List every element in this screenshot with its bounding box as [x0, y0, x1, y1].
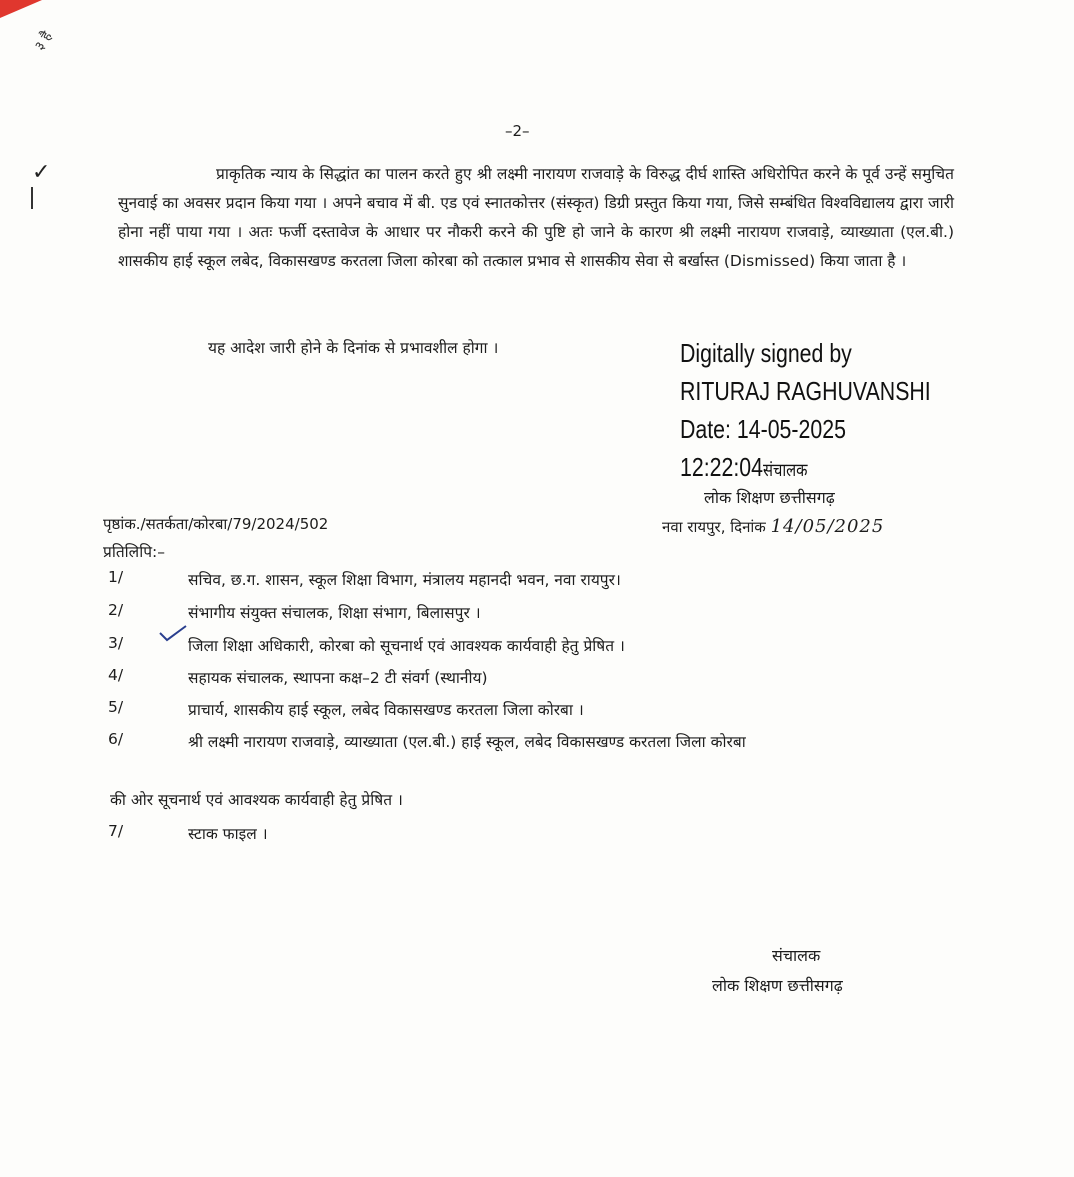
copy-item-text: श्री लक्ष्मी नारायण राजवाड़े, व्याख्याता (एल.बी.) हाई स्कूल, लबेद विकासखण्ड करतला जिला कोरबा — [188, 733, 746, 751]
signature-designation: संचालक — [762, 460, 808, 481]
page-number: –2– — [505, 122, 530, 140]
copy-heading: प्रतिलिपि:– — [103, 543, 165, 561]
copy-item-number: 7/ — [108, 822, 124, 840]
signature-time: 12:22:04 — [680, 452, 763, 482]
margin-stroke — [31, 187, 33, 209]
signature-office: लोक शिक्षण छत्तीसगढ़ — [704, 488, 835, 507]
effective-date-line: यह आदेश जारी होने के दिनांक से प्रभावशील होगा । — [208, 339, 499, 357]
signatory-designation: संचालक — [772, 946, 821, 965]
copy-item-number: 5/ — [108, 698, 124, 716]
signatory-office: लोक शिक्षण छत्तीसगढ़ — [712, 976, 843, 995]
margin-tick-icon: ✓ — [32, 160, 51, 185]
reference-number: पृष्ठांक./सतर्कता/कोरबा/79/2024/502 — [103, 515, 329, 533]
copy-item-text: सचिव, छ.ग. शासन, स्कूल शिक्षा विभाग, मंत्रालय महानदी भवन, नवा रायपुर। — [188, 571, 621, 589]
copy-item-number: 1/ — [108, 568, 124, 586]
handwritten-corner-note: ३ है — [31, 28, 56, 54]
copy-item-text: संभागीय संयुक्त संचालक, शिक्षा संभाग, बिलासपुर । — [188, 604, 481, 622]
copy-closing-line: की ओर सूचनार्थ एवं आवश्यक कार्यवाही हेतु प्रेषित । — [110, 791, 403, 809]
order-paragraph: प्राकृतिक न्याय के सिद्धांत का पालन करते हुए श्री लक्ष्मी नारायण राजवाड़े के विरुद्ध दीर्घ शास्ति अधिरोपित करने के पूर्व उन्हें समुचित सुनवाई का अवसर प्रदान किया गया । अपने बचाव में बी. एड एवं स्नातकोत्तर (संस्कृत) डिग्री प्रस्तुत किया गया, जिसे सम्बंधित विश्वविद्यालय द्वारा जारी होना नहीं पाया गया । अतः फर्जी दस्तावेज के आधार पर नौकरी करने की पुष्टि हो जाने के कारण श्री लक्ष्मी नारायण राजवाड़े, व्याख्याता (एल.बी.) शासकीय हाई स्कूल लबेद, विकासखण्ड करतला जिला कोरबा को तत्काल प्रभाव से शासकीय सेवा से बर्खास्त (Dismissed) किया जाता है । — [118, 165, 954, 270]
red-corner-mark — [0, 0, 42, 18]
place-date — [662, 516, 884, 537]
handwritten-date: 14/05/2025 — [770, 516, 885, 537]
signature-line-3: Date: 14-05-2025 — [680, 414, 846, 444]
copy-item-text: सहायक संचालक, स्थापना कक्ष–2 टी संवर्ग (स्थानीय) — [188, 669, 488, 687]
copy-item-text: प्राचार्य, शासकीय हाई स्कूल, लबेद विकासखण्ड करतला जिला कोरबा । — [188, 701, 584, 719]
signature-line-1: Digitally signed by — [680, 338, 852, 368]
copy-item-text: स्टाक फाइल । — [188, 825, 268, 843]
signature-line-4 — [680, 448, 931, 490]
signature-line-2: RITURAJ RAGHUVANSHI — [680, 376, 931, 406]
copy-item-number: 3/ — [108, 634, 124, 652]
copy-item-number: 6/ — [108, 730, 124, 748]
digital-signature-block — [680, 334, 931, 490]
copy-item-number: 4/ — [108, 666, 124, 684]
place-date-label: नवा रायपुर, दिनांक — [662, 518, 766, 536]
copy-item-text: जिला शिक्षा अधिकारी, कोरबा को सूचनार्थ एवं आवश्यक कार्यवाही हेतु प्रेषित । — [188, 637, 625, 655]
check-mark-icon — [158, 624, 188, 642]
copy-item-number: 2/ — [108, 601, 124, 619]
